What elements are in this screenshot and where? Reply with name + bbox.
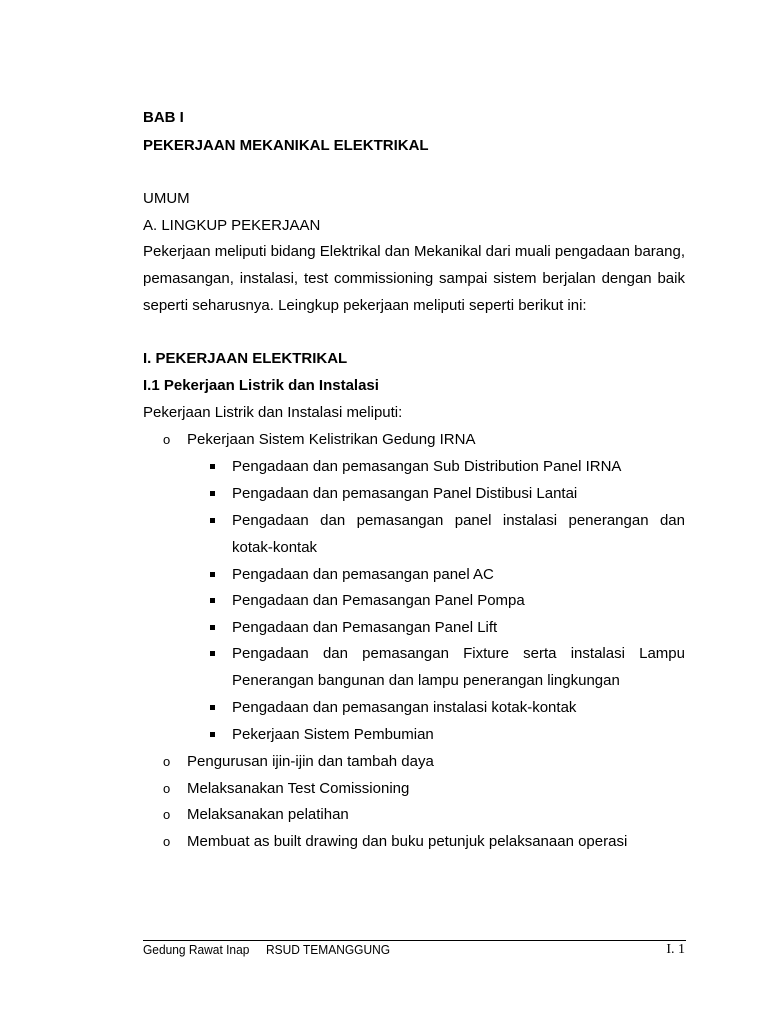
section-intro: Pekerjaan Listrik dan Instalasi meliputi:	[143, 404, 403, 421]
square-bullet-icon	[210, 625, 215, 630]
chapter-title: PEKERJAAN MEKANIKAL ELEKTRIKAL	[143, 137, 429, 154]
circle-bullet-icon: o	[163, 781, 171, 796]
list-item: Melaksanakan pelatihan	[187, 806, 349, 823]
square-bullet-icon	[210, 598, 215, 603]
sub-list-item: Pengadaan dan pemasangan panel instalasi penerangan dan	[232, 512, 685, 529]
sub-list-item: Pengadaan dan pemasangan Sub Distribution Panel IRNA	[232, 458, 622, 475]
circle-bullet-icon: o	[163, 834, 171, 849]
list-item: Melaksanakan Test Comissioning	[187, 780, 410, 797]
square-bullet-icon	[210, 518, 215, 523]
sub-list-item: Pengadaan dan pemasangan Panel Distibusi Lantai	[232, 485, 578, 502]
footer-divider	[143, 940, 686, 941]
general-heading: UMUM	[143, 190, 190, 207]
sub-list-item: Pengadaan dan pemasangan instalasi kotak-kontak	[232, 699, 577, 716]
sub-list-item-continued: kotak-kontak	[232, 539, 318, 556]
section-heading: I. PEKERJAAN ELEKTRIKAL	[143, 350, 348, 367]
sub-list-item-continued: Penerangan bangunan dan lampu penerangan lingkungan	[232, 672, 620, 689]
scope-paragraph: Pekerjaan meliputi bidang Elektrikal dan Mekanikal dari muali pengadaan barang, pemasangan, instalasi, test commissioning sampai sistem berjalan dengan baik seperti seharusnya. Leingkup pekerjaan meliputi seperti berikut ini:	[143, 243, 685, 314]
circle-bullet-icon: o	[163, 807, 171, 822]
list-item: Membuat as built drawing dan buku petunjuk pelaksanaan operasi	[187, 833, 628, 850]
footer-text: Gedung Rawat Inap RSUD TEMANGGUNG	[143, 942, 391, 957]
page-number: I. 1	[666, 942, 685, 957]
square-bullet-icon	[210, 491, 215, 496]
square-bullet-icon	[210, 572, 215, 577]
chapter-number: BAB I	[143, 109, 184, 126]
square-bullet-icon	[210, 651, 215, 656]
square-bullet-icon	[210, 732, 215, 737]
list-item: Pekerjaan Sistem Kelistrikan Gedung IRNA	[187, 431, 476, 448]
circle-bullet-icon: o	[163, 432, 171, 447]
sub-list-item: Pengadaan dan Pemasangan Panel Pompa	[232, 592, 525, 609]
section-subheading: I.1 Pekerjaan Listrik dan Instalasi	[143, 377, 379, 394]
sub-list-item: Pengadaan dan pemasangan panel AC	[232, 566, 494, 583]
circle-bullet-icon: o	[163, 754, 171, 769]
sub-list-item: Pekerjaan Sistem Pembumian	[232, 726, 434, 743]
sub-list-item: Pengadaan dan pemasangan Fixture serta instalasi Lampu	[232, 645, 685, 662]
sub-list-item: Pengadaan dan Pemasangan Panel Lift	[232, 619, 498, 636]
square-bullet-icon	[210, 705, 215, 710]
scope-heading: A. LINGKUP PEKERJAAN	[143, 217, 321, 234]
list-item: Pengurusan ijin-ijin dan tambah daya	[187, 753, 434, 770]
square-bullet-icon	[210, 464, 215, 469]
